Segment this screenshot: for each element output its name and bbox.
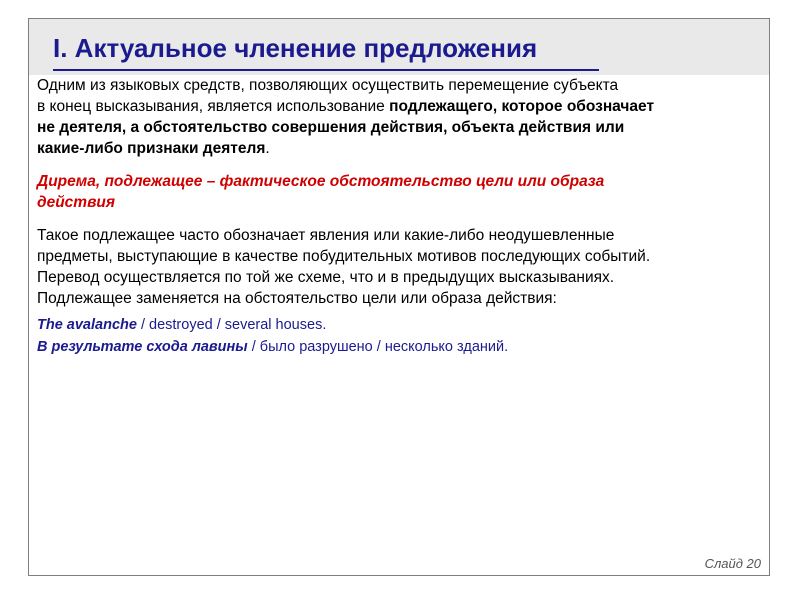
example-russian [37,337,761,357]
slide-number: Слайд 20 [704,556,761,571]
intro-line-3-bold: не деятеля, а обстоятельство совершения действия, объекта действия или [37,119,625,136]
slide-frame [28,18,770,576]
slide-title: I. Актуальное членение предложения [53,33,538,63]
paragraph-explanation [37,225,761,309]
example-english [37,315,761,335]
intro-line-4-end: . [265,140,270,157]
example-russian-subject: В результате схода лавины [37,339,248,355]
intro-line-2-bold: подлежащего, которое обозначает [389,98,655,115]
intro-line-4-bold: какие-либо признаки деятеля [37,140,266,157]
example-russian-rest: / было разрушено / несколько зданий. [247,339,509,355]
intro-line-1: Одним из языковых средств, позволяющих осуществить перемещение субъекта [37,77,619,94]
intro-line-2: в конец высказывания, является использование [37,98,390,115]
explanation-line-2: предметы, выступающие в качестве побудительных мотивов последующих событий. [37,248,651,265]
paragraph-direma [37,171,761,213]
explanation-line-3: Перевод осуществляется по той же схеме, что и в предыдущих высказываниях. [37,269,615,286]
direma-line-1: Дирема, подлежащее – фактическое обстоятельство цели или образа [37,173,605,190]
title-underline [53,69,599,71]
direma-line-2: действия [37,194,116,211]
explanation-line-4: Подлежащее заменяется на обстоятельство цели или образа действия: [37,290,557,307]
example-english-subject: The avalanche [37,317,137,333]
example-english-rest: / destroyed / several houses. [136,317,327,333]
paragraph-intro [37,75,761,159]
slide-content [37,75,761,357]
explanation-line-1: Такое подлежащее часто обозначает явления или какие-либо неодушевленные [37,227,615,244]
title-bar [29,19,769,75]
